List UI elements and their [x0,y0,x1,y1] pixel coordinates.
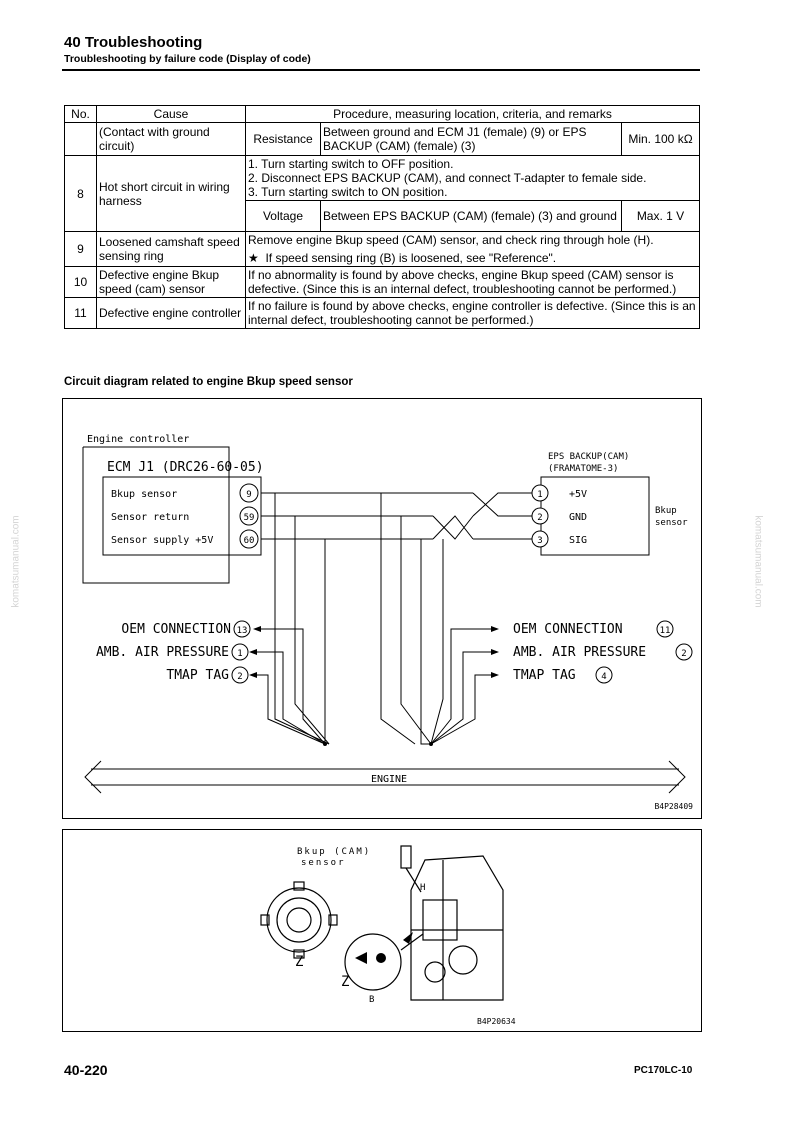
row-cause: Loosened camshaft speed sensing ring [97,232,246,267]
eps-pin-num: 2 [537,513,543,523]
procedure-text: Remove engine Bkup speed (CAM) sensor, and check ring through hole (H). [248,233,654,247]
left-conn-num: 13 [236,626,248,636]
page-title: 40 Troubleshooting [64,34,203,51]
wire-cross-a [433,516,473,539]
watermark-right: komatsumanual.com [752,515,764,608]
engine-label: ENGINE [370,774,408,785]
eps-label: EPS BACKUP(CAM) [548,452,630,462]
ecm-pin-num: 60 [243,536,255,546]
right-conn-name: AMB. AIR PRESSURE [513,645,647,660]
circuit-diagram [62,398,702,819]
row-no: 11 [65,298,97,329]
row-criteria: Between ground and ECM J1 (female) (9) or EPS BACKUP (CAM) (female) (3) [321,123,622,156]
row-procedure: If no failure is found by above checks, engine controller is defective. (Since this is an internal defect, troubleshooting cannot be performed.) [246,298,700,329]
controller-label: Engine controller [87,434,190,445]
label-z-detail: Z [341,974,350,990]
header-divider [62,69,700,71]
label-h: H [420,883,426,893]
label-b: B [369,995,375,1005]
row-value: Min. 100 kΩ [622,123,700,156]
sensor-location-illustration [62,829,702,1032]
eps-box [541,477,649,555]
bkup-sublabel: sensor [655,518,688,528]
engine-part [423,900,457,940]
ecm-pin-num: 59 [243,513,255,523]
ring-inner [287,908,311,932]
ring-notch [261,915,269,925]
row-no: 8 [65,156,97,232]
engine-part [425,962,445,982]
wire-cross-b [433,516,473,539]
model-number: PC170LC-10 [634,1065,693,1076]
bkup-label: Bkup [655,506,677,516]
sensor-body [401,846,411,868]
left-conn-name: OEM CONNECTION [121,622,231,637]
ring-notch [294,882,304,890]
engine-arrow-right [669,761,685,793]
arrow-line-left-3 [255,675,325,744]
table-row [65,156,700,201]
row-no: 10 [65,267,97,298]
drop-g [431,539,443,744]
illustration-svg [63,830,701,1031]
table-row [65,232,700,267]
row-criteria: Between EPS BACKUP (CAM) (female) (3) and ground [321,201,622,232]
row-procedure [246,232,700,267]
wire-cross-c [473,493,541,516]
sensor-label: Bkup (CAM) [297,847,372,857]
drop-b [295,516,329,744]
illustration-code: B4P20634 [477,1017,516,1026]
row-steps [246,156,700,201]
section-title: Circuit diagram related to engine Bkup speed sensor [64,376,353,388]
table-header-row [65,106,700,123]
arrow-line-right-2 [431,652,493,744]
troubleshooting-table [64,105,700,329]
diagram-code: B4P28409 [654,802,693,811]
left-conn-name: AMB. AIR PRESSURE [95,645,229,660]
page-subtitle: Troubleshooting by failure code (Display of code) [64,53,311,65]
step-1: 1. Turn starting switch to OFF position. [248,157,454,171]
watermark-left: komatsumanual.com [10,515,22,608]
header-no: No. [65,106,97,123]
left-conn-num: 1 [237,649,243,659]
row-value: Max. 1 V [622,201,700,232]
sensor-lead [406,868,421,892]
ecm-pin-name: Sensor return [111,512,190,523]
eps-sublabel: (FRAMATOME-3) [548,464,619,474]
left-conn-name: TMAP TAG [166,668,229,683]
page-number: 40-220 [64,1062,108,1078]
drop-e [401,516,431,744]
eps-pin-num: 1 [537,490,543,500]
label-z-ring: Z [295,954,304,970]
right-conn-num: 4 [601,672,607,682]
step-2: 2. Disconnect EPS BACKUP (CAM), and connect T-adapter to female side. [248,171,647,185]
arrow-shape [355,952,367,964]
row-procedure: If no abnormality is found by above checks, engine Bkup speed (CAM) sensor is defective. (Since this is an internal defect, troubleshooting cannot be performed.) [246,267,700,298]
header-cause: Cause [97,106,246,123]
row-no [65,123,97,156]
header-procedure: Procedure, measuring location, criteria, and remarks [246,106,700,123]
row-cause: Hot short circuit in wiring harness [97,156,246,232]
ecm-pin-name: Sensor supply +5V [111,535,214,546]
row-label: Resistance [246,123,321,156]
table-row [65,298,700,329]
wire-cross-d [473,493,541,516]
right-conn-name: OEM CONNECTION [513,622,623,637]
arrow-line-left-2 [255,652,325,744]
left-conn-num: 2 [237,672,243,682]
eps-pin-name: SIG [569,535,588,546]
eps-pin-name: GND [569,512,588,523]
note-text: If speed sensing ring (B) is loosened, see "Reference". [265,251,557,265]
drop-d [381,493,415,744]
table-row [65,267,700,298]
engine-part [449,946,477,974]
sensor-sublabel: sensor [301,858,346,868]
table-row [65,123,700,156]
right-conn-num: 11 [659,626,671,636]
right-conn-num: 2 [681,649,687,659]
eps-pin-name: +5V [569,489,588,500]
right-conn-name: TMAP TAG [513,668,576,683]
ring-mid [277,898,321,942]
ring-notch [329,915,337,925]
row-no: 9 [65,232,97,267]
row-label: Voltage [246,201,321,232]
ecm-pin-name: Bkup sensor [111,489,178,500]
sensing-ring-mark [376,953,386,963]
note-line [248,251,697,265]
ecm-pin-num: 9 [246,490,252,500]
eps-pin-num: 3 [537,536,543,546]
ecm-label: ECM J1 (DRC26-60-05) [107,460,264,475]
circuit-svg [63,399,701,818]
row-cause: (Contact with ground circuit) [97,123,246,156]
engine-arrow-left [85,761,101,793]
row-cause: Defective engine controller [97,298,246,329]
magnifier-circle [345,934,401,990]
star-icon: ★ [248,251,259,265]
magnifier-line [401,934,423,950]
step-3: 3. Turn starting switch to ON position. [248,185,448,199]
drop-f [421,539,431,744]
row-cause: Defective engine Bkup speed (cam) sensor [97,267,246,298]
